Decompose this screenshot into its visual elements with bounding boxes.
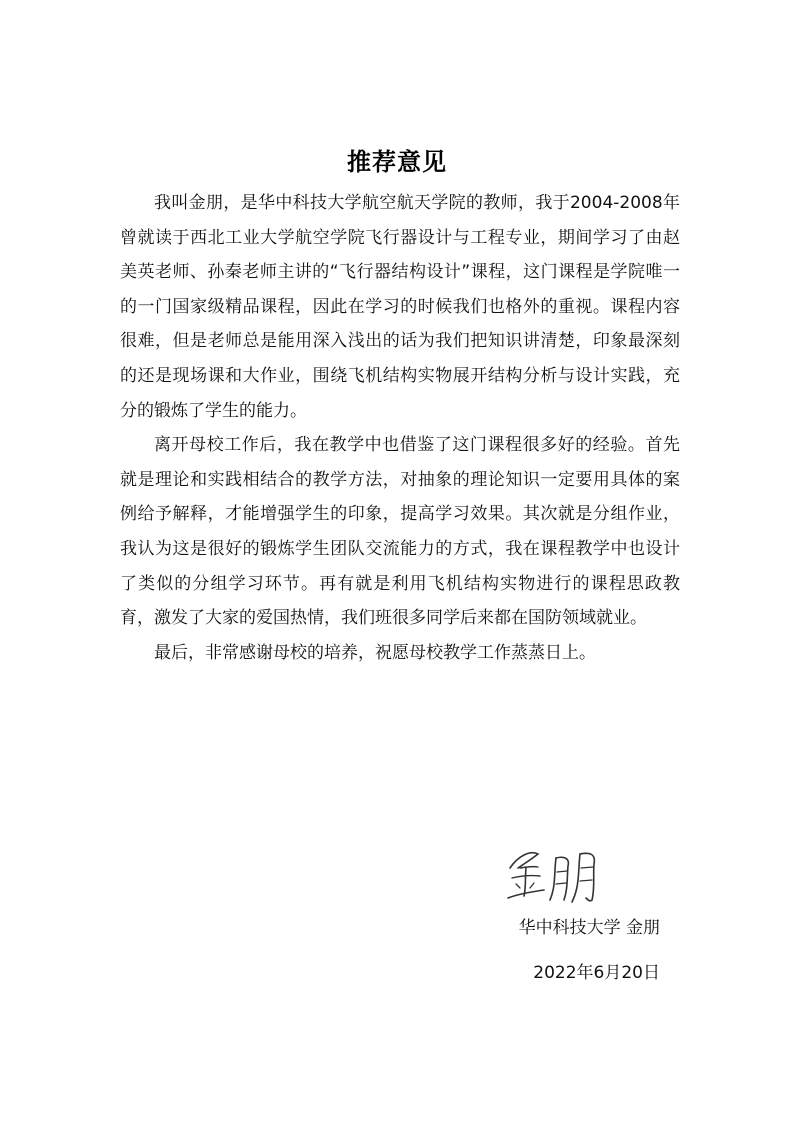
signature-image [500,838,620,908]
document-date: 2022年6月20日 [533,963,660,983]
paragraph-3: 最后，非常感谢母校的培养，祝愿母校教学工作蒸蒸日上。 [154,642,596,663]
handwritten-signature [500,838,620,908]
paragraph-1: 我叫金朋，是华中科技大学航空航天学院的教师，我于2004-2008年曾就读于西北工业大学航空学院飞行器设计与工程专业，期间学习了由赵美英老师、孙秦老师主讲的“飞行器结构设计”课程，这门课程是学院唯一的一门国家级精品课程，因此在学习的时候我们也格外的重视。课程内容很难，但是老师总是能用深入浅出的话为我们把知识讲清楚，印象最深刻的还是现场课和大作业，围绕飞机结构实物展开结构分析与设计实践，充分的锻炼了学生的能力。 [120,193,680,421]
document-body [120,186,680,670]
paragraph-2: 离开母校工作后，我在教学中也借鉴了这门课程很多好的经验。首先就是理论和实践相结合的教学方法，对抽象的理论知识一定要用具体的案例给予解释，才能增强学生的印象，提高学习效果。其次就是分组作业，我认为这是很好的锻炼学生团队交流能力的方式，我在课程教学中也设计了类似的分组学习环节。再有就是利用飞机结构实物进行的课程思政教育，激发了大家的爱国热情，我们班很多同学后来都在国防领域就业。 [120,435,680,629]
signer-affiliation: 华中科技大学 金朋 [518,918,660,938]
document-title: 推荐意见 [347,148,447,176]
